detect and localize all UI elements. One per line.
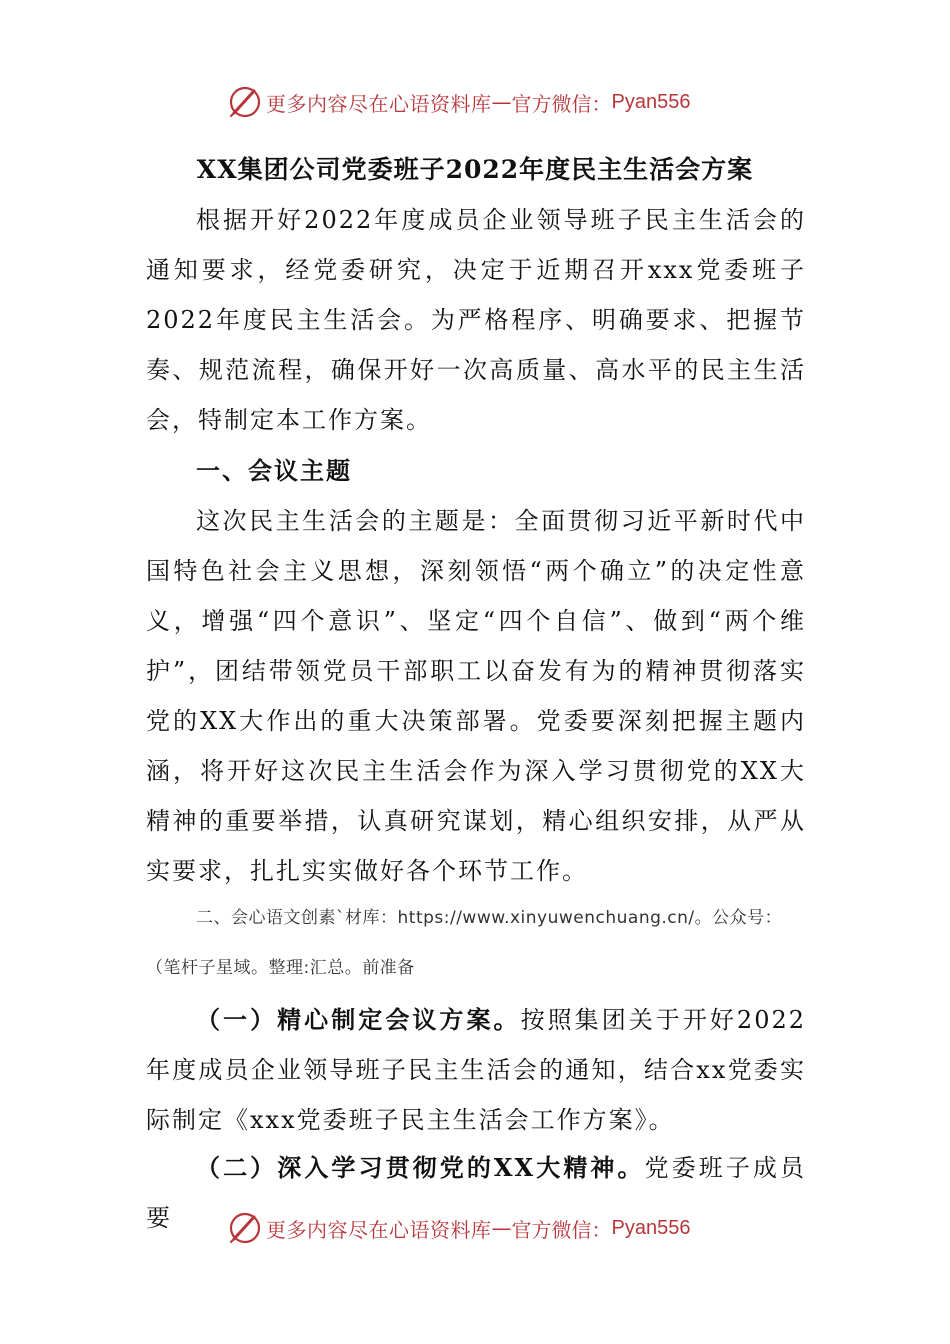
- item-1-lead: （一）精心制定会议方案。: [196, 1005, 521, 1034]
- document-title: XX集团公司党委班子2022年度民主生活会方案: [196, 155, 754, 184]
- quill-pen-icon: [228, 85, 262, 119]
- section-1-body: 这次民主生活会的主题是：全面贯彻习近平新时代中国特色社会主义思想，深刻领悟“两个确立”的决定性意义，增强“四个意识”、坚定“四个自信”、做到“两个维护”，团结带领党员干部职工以奋发有为的精神贯彻落实党的XX大作出的重大决策部署。党委要深刻把握主题内涵，将开好这次民主生活会作为深入学习贯彻党的XX大精神的重要举措，认真研究谋划，精心组织安排，从严从实要求，扎扎实实做好各个环节工作。: [146, 507, 806, 885]
- watermark-dash: —: [491, 90, 512, 114]
- section-1-heading: 一、会议主题: [196, 456, 352, 485]
- watermark-dash: —: [491, 1216, 512, 1240]
- item-1-paragraph: [146, 995, 806, 1145]
- watermark-wechat-id: Pyan556: [611, 90, 691, 113]
- item-1-body: 按照集团关于开好2022年度成员企业领导班子民主生活会的通知，结合xx党委实际制定《xxx党委班子民主生活会工作方案》。: [146, 1006, 807, 1134]
- watermark-banner-bottom: [228, 1208, 728, 1248]
- quill-pen-icon: [228, 1211, 262, 1245]
- intro-paragraph: 根据开好2022年度成员企业领导班子民主生活会的通知要求，经党委研究，决定于近期召开xxx党委班子2022年度民主生活会。为严格程序、明确要求、把握节奏、规范流程，确保开好一次高质量、高水平的民主生活会，特制定本工作方案。: [146, 206, 806, 434]
- item-2-body: 党委班子成员要: [146, 1154, 806, 1232]
- watermark-text: 更多内容尽在心语资料库: [266, 1217, 492, 1242]
- watermark-wechat-label: 官方微信：: [511, 91, 612, 116]
- watermark-banner-top: [228, 82, 728, 122]
- watermark-wechat-label: 官方微信：: [511, 1217, 612, 1242]
- section-2-line: 二、会心语文创素`材库：https://www.xinyuwenchuang.cn/。公众号：（笔杆子星域。整理:汇总。前准备: [146, 908, 783, 978]
- watermark-wechat-id: Pyan556: [611, 1216, 691, 1239]
- watermark-text: 更多内容尽在心语资料库: [266, 91, 492, 116]
- item-2-lead: （二）深入学习贯彻党的XX大精神。: [196, 1153, 645, 1182]
